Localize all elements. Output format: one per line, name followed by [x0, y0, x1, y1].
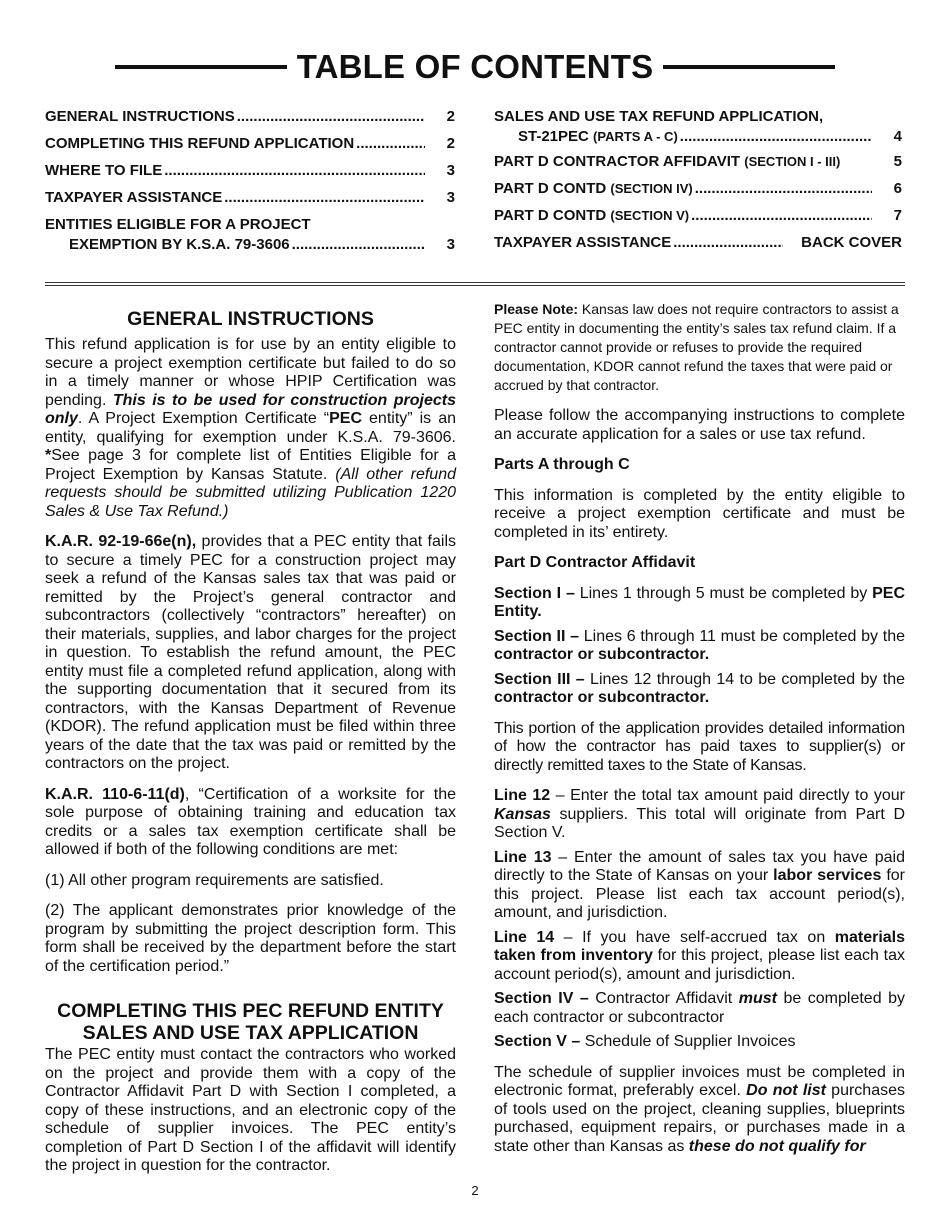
section-5-paragraph: [494, 1033, 905, 1052]
page-title: TABLE OF CONTENTS: [296, 48, 654, 85]
text-run: contractor or subcontractor.: [494, 646, 710, 663]
text-run: be completed by each contractor or subcontractor: [494, 990, 905, 1026]
text-run: Lines 12 through 14 to be completed by the: [584, 670, 906, 688]
toc-entry-page: BACK COVER: [801, 234, 902, 251]
toc-entry-page: 4: [893, 128, 902, 145]
text-run: contractor or subcontractor.: [494, 689, 710, 706]
toc-leader: [164, 162, 425, 179]
text-run: Section II –: [494, 627, 580, 645]
section-3-paragraph: [494, 671, 905, 708]
toc-entry: [494, 108, 902, 128]
toc-entry-label: TAXPAYER ASSISTANCE: [45, 189, 223, 206]
toc-entry-label: [494, 153, 840, 170]
text-run: suppliers. This total will originate from Part D Section V.: [494, 805, 905, 841]
follow-paragraph: Please follow the accompanying instructions to complete an accurate application for a sales or use tax refund.: [494, 407, 905, 443]
toc-entry-continued: [494, 128, 902, 153]
text-run: See page 3 for complete list of Entities Eligible for a Project Exemption by Kansas Statute.: [45, 447, 456, 483]
text-run: Lines 1 through 5 must be completed by: [574, 584, 873, 602]
toc-entry-continued: [45, 236, 455, 256]
part-d-heading: Part D Contractor Affidavit: [494, 554, 696, 571]
toc-entry-sub: (SECTION V): [610, 208, 690, 223]
text-run: purchases of tools used on the project, cleaning supplies, blueprints purchased, equipment repairs, or purchases made in a state other than Kansas as: [494, 1082, 906, 1155]
text-run: Line 13: [494, 848, 552, 866]
general-paragraph: [45, 336, 456, 521]
portion-paragraph: This portion of the application provides detailed information of how the contractor has paid taxes to supplier(s) or directly remitted taxes to the State of Kansas.: [494, 719, 905, 774]
completing-heading-line: SALES AND USE TAX APPLICATION: [82, 1022, 419, 1044]
text-run: This refund application is for use by an entity eligible to secure a project exemption certificate but failed to do so in a timely manner or whose HPIP Certification was pending.: [45, 336, 456, 409]
toc-entry: [494, 180, 902, 207]
text-run: Section IV –: [494, 990, 589, 1007]
general-paragraph: (1) All other program requirements are satisfied.: [45, 871, 384, 889]
parts-a-c-paragraph: This information is completed by the entity eligible to receive a project exemption certificate and must be completed in its’ entirety.: [494, 486, 905, 541]
completing-heading: [45, 1000, 456, 1044]
text-run: for this project, please list each tax account period(s), amount and jurisdiction.: [494, 947, 905, 983]
section-1-paragraph: [494, 585, 905, 622]
toc-leader: [356, 135, 425, 152]
text-run: must: [738, 990, 777, 1007]
text-run: Please Note:: [494, 301, 579, 317]
toc-entry-label: WHERE TO FILE: [45, 162, 163, 179]
text-run: materials taken from inventory: [494, 928, 905, 964]
toc-entry-page: 2: [446, 108, 455, 125]
right-text-column: [494, 300, 905, 1168]
toc-entry-main: PART D CONTD: [494, 180, 607, 197]
toc-entry-page: 5: [893, 153, 902, 170]
toc-leader: [695, 180, 872, 197]
toc-leader: [691, 207, 872, 224]
text-run: *: [45, 447, 52, 464]
toc-entry-page: 6: [893, 180, 902, 197]
toc-entry-label: [494, 207, 689, 224]
line-13-paragraph: [494, 849, 905, 923]
toc-entry-page: 3: [446, 236, 455, 253]
page-number: 2: [471, 1183, 479, 1198]
text-run: The schedule of supplier invoices must be completed in electronic format, preferably excel.: [494, 1063, 905, 1099]
text-run: – If you have self-accrued tax on: [554, 928, 835, 946]
toc-entry-page: 3: [446, 189, 455, 206]
text-run: K.A.R. 110-6-11(d): [45, 785, 185, 803]
left-text-column: [45, 300, 456, 1188]
schedule-paragraph: [494, 1064, 905, 1157]
general-paragraph: [45, 533, 456, 774]
completing-paragraph: The PEC entity must contact the contractors who worked on the project and provide them with a copy of the Contractor Affidavit Part D with Section I completed, a copy of these instructions, and an electronic copy of the schedule of supplier invoices. The PEC entity’s completion of Part D Section I of the affidavit will identify the project in question for the contractor.: [45, 1046, 456, 1174]
toc-entry-page: 3: [446, 162, 455, 179]
toc-entry-label: [494, 180, 693, 197]
text-run: Lines 6 through 11 must be completed by the: [579, 627, 905, 645]
toc-entry-label: [494, 128, 678, 145]
toc-left-column: [45, 108, 455, 256]
text-run: entity” is an entity, qualifying for exemption under K.S.A. 79-3606.: [45, 410, 456, 446]
text-run: these do not qualify for: [688, 1137, 866, 1155]
toc-entry-label: EXEMPTION BY K.S.A. 79-3606: [69, 236, 290, 253]
text-run: Kansas law does not require contractors to assist a PEC entity in documenting the entity’s sales tax refund claim. If a contractor cannot provide or refuses to provide the required documentation, KDOR cannot refund the taxes that were paid or accrued by that contractor.: [494, 301, 899, 393]
line-14-paragraph: [494, 929, 905, 985]
line-12-paragraph: [494, 787, 905, 843]
section-2-paragraph: [494, 628, 905, 665]
toc-entry-main: PART D CONTD: [494, 207, 607, 224]
section-divider: [45, 282, 905, 286]
toc-leader: [224, 189, 425, 206]
toc-entry-main: PART D CONTRACTOR AFFIDAVIT: [494, 153, 741, 170]
text-run: Kansas: [494, 805, 551, 823]
text-run: Contractor Affidavit: [588, 990, 739, 1007]
general-paragraph: (2) The applicant demonstrates prior knowledge of the program by submitting the project description form. This form shall be received by the department before the start of the certification period.”: [45, 902, 456, 975]
toc-entry: [45, 216, 455, 236]
text-run: for this project. Please list each tax account period(s), amount, and jurisdiction.: [494, 867, 906, 921]
text-run: . A Project Exemption Certificate “: [77, 410, 330, 427]
toc-entry: [494, 234, 902, 261]
completing-heading-line: COMPLETING THIS PEC REFUND ENTITY: [57, 1000, 444, 1022]
text-run: labor services: [773, 867, 882, 884]
toc-leader: [292, 236, 425, 253]
toc-entry: [494, 153, 902, 180]
toc-entry-sub: (SECTION IV): [610, 181, 693, 196]
toc-entry-sub: (SECTION I - III): [744, 154, 841, 169]
toc-leader: [680, 128, 872, 145]
toc-entry-sub: (PARTS A - C): [593, 129, 678, 144]
section-4-paragraph: [494, 990, 905, 1027]
general-paragraph: [45, 786, 456, 860]
toc-right-column: [494, 108, 902, 261]
text-run: Do not list: [746, 1082, 826, 1099]
toc-entry-page: 2: [446, 135, 455, 152]
toc-entry: [45, 189, 455, 216]
toc-entry: [45, 135, 455, 162]
text-run: Section III –: [494, 670, 585, 688]
please-note: [494, 300, 905, 395]
text-run: This is to be used for construction projects only: [45, 391, 456, 427]
text-run: Line 14: [494, 928, 555, 946]
text-run: Line 12: [494, 787, 551, 804]
toc-leader: [673, 234, 783, 251]
text-run: K.A.R. 92-19-66e(n),: [45, 533, 197, 550]
text-run: provides that a PEC entity that fails to secure a timely PEC for a construction project may seek a refund of the Kansas sales tax that was paid or remitted by the Project’s general contractor and subcontractors (collectively “contractors” hereafter) on their materials, supplies, and labor charges for the project in question. To establish the refund amount, the PEC entity must file a completed refund application, along with the supporting documentation that it secured from its contractors, with the Kansas Department of Revenue (KDOR). The refund application must be filed within three years of the date that the tax was paid or remitted by the contractors on the project.: [45, 533, 457, 772]
text-run: PEC Entity.: [494, 584, 905, 620]
toc-entry-page: 7: [893, 207, 902, 224]
general-instructions-heading: GENERAL INSTRUCTIONS: [127, 308, 374, 330]
toc-entry: [45, 108, 455, 135]
text-run: PEC: [329, 410, 362, 427]
toc-title-row: [0, 44, 950, 90]
title-rule-right: [663, 65, 835, 69]
title-rule-left: [115, 65, 287, 69]
text-run: , “Certification of a worksite for the sole purpose of obtaining training and education tax credits or a sales tax exemption certificate shall be allowed if both of the following conditions are met:: [45, 785, 457, 858]
toc-entry: [494, 207, 902, 234]
parts-a-c-heading: Parts A through C: [494, 456, 630, 473]
toc-entry: [45, 162, 455, 189]
toc-leader: [237, 108, 425, 125]
text-run: – Enter the amount of sales tax you have paid directly to the State of Kansas on your: [494, 848, 906, 884]
toc-entry-label: GENERAL INSTRUCTIONS: [45, 108, 235, 125]
text-run: Schedule of Supplier Invoices: [580, 1033, 796, 1050]
text-run: (All other refund requests should be submitted utilizing Publication 1220 Sales & Use Tax Refund.): [45, 465, 456, 520]
toc-entry-label: TAXPAYER ASSISTANCE: [494, 234, 672, 251]
text-run: Section I –: [494, 584, 575, 602]
text-run: – Enter the total tax amount paid directly to your: [550, 787, 906, 804]
toc-entry-label: COMPLETING THIS REFUND APPLICATION: [45, 135, 355, 152]
toc-entry-label: SALES AND USE TAX REFUND APPLICATION,: [494, 108, 824, 125]
text-run: Section V –: [494, 1033, 581, 1050]
form-number: ST-21PEC: [518, 128, 589, 145]
toc-entry-label: ENTITIES ELIGIBLE FOR A PROJECT: [45, 216, 311, 233]
